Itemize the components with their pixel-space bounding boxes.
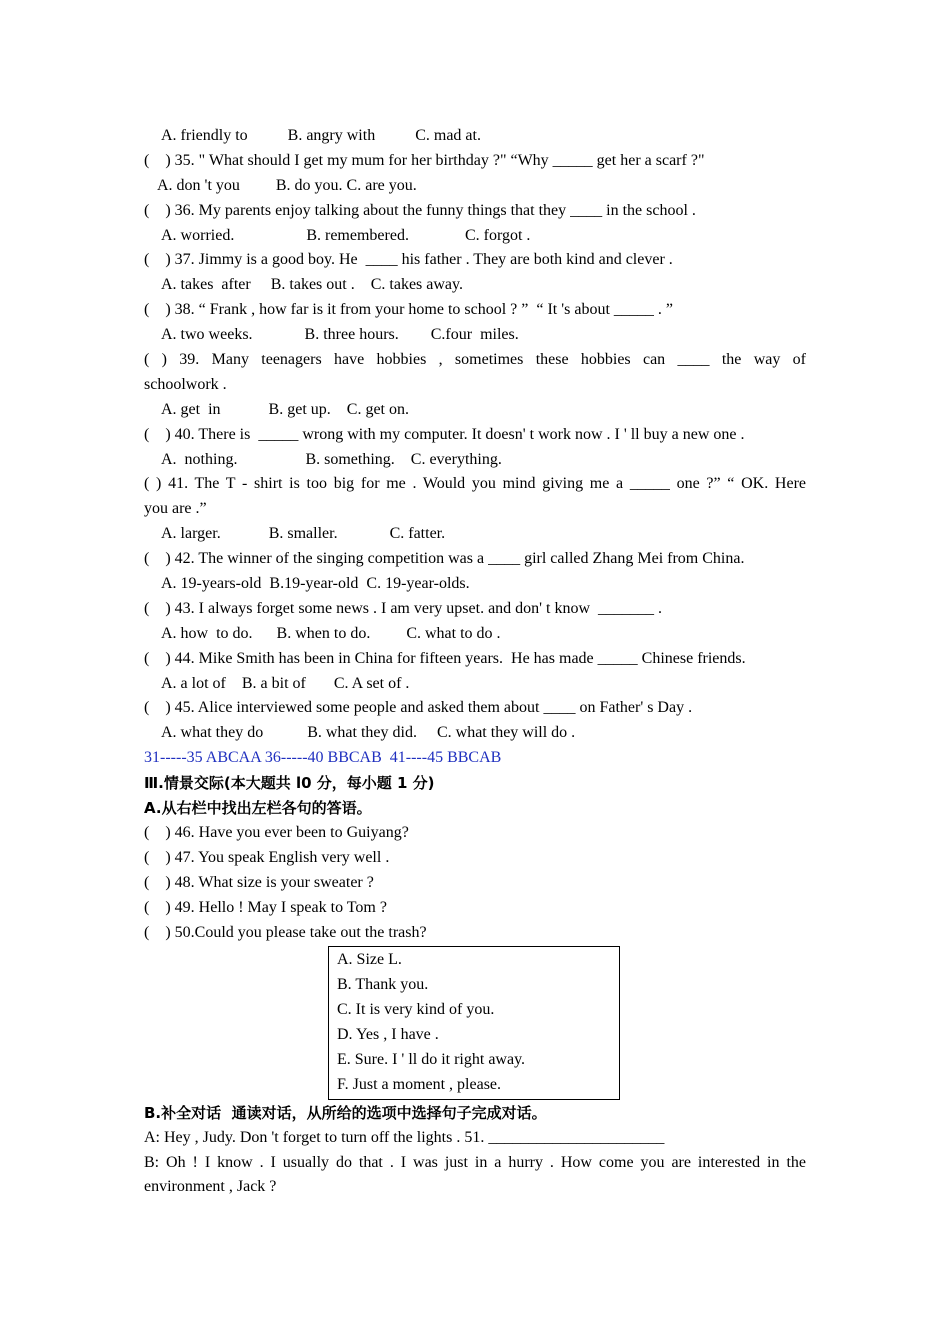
q36-options: A. worried. B. remembered. C. forgot . <box>161 226 531 244</box>
section-b-title: B.补全对话 通读对话，从所给的选项中选择句子完成对话。 <box>144 1103 547 1122</box>
q39-question-line1: ( ) 39. Many teenagers have hobbies , sometimes these hobbies can ____ the way of <box>144 351 806 369</box>
answer-option: E. Sure. I ' ll do it right away. <box>337 1050 526 1068</box>
answer-key: 31-----35 ABCAA 36-----40 BBCAB 41----45 BBCAB <box>144 749 502 767</box>
q43-question: ( ) 43. I always forget some news . I am very upset. and don' t know _______ . <box>144 599 663 617</box>
q38-question: ( ) 38. “ Frank , how far is it from your home to school ? ” “ It 's about _____ . ” <box>144 301 673 319</box>
answer-option: D. Yes , I have . <box>337 1026 439 1044</box>
matching-question: ( ) 48. What size is your sweater ? <box>144 873 374 891</box>
matching-question: ( ) 46. Have you ever been to Guiyang? <box>144 823 409 841</box>
q40-question: ( ) 40. There is _____ wrong with my computer. It doesn' t work now . I ' ll buy a new one . <box>144 425 745 443</box>
matching-question: ( ) 50.Could you please take out the trash? <box>144 923 427 941</box>
answer-option: B. Thank you. <box>337 976 429 994</box>
q34-options: A. friendly to B. angry with C. mad at. <box>161 127 481 144</box>
dialog-line-b: B: Oh ! I know . I usually do that . I was just in a hurry . How come you are interested in the environment , Jack ? <box>144 1153 806 1196</box>
q39-options: A. get in B. get up. C. get on. <box>161 400 409 418</box>
section-3-title: Ⅲ.情景交际(本大题共 l0 分，每小题 1 分) <box>144 774 435 793</box>
q43-options: A. how to do. B. when to do. C. what to do . <box>161 624 501 642</box>
dialog-line-a: A: Hey , Judy. Don 't forget to turn off the lights . 51. ______________________ <box>144 1128 665 1146</box>
q42-options: A. 19-years-old B.19-year-old C. 19-year-olds. <box>161 575 470 593</box>
answer-option: C. It is very kind of you. <box>337 1001 495 1019</box>
answer-option: F. Just a moment , please. <box>337 1075 502 1093</box>
answer-options-box <box>328 946 620 1099</box>
q45-options: A. what they do B. what they did. C. what they will do . <box>161 724 576 742</box>
q35-options: A. don 't you B. do you. C. are you. <box>157 176 417 194</box>
q41-question-line2: you are .” <box>144 500 207 518</box>
section-a-title: A.从右栏中找出左栏各句的答语。 <box>144 799 372 818</box>
q41-options: A. larger. B. smaller. C. fatter. <box>161 525 446 543</box>
matching-question: ( ) 49. Hello ! May I speak to Tom ? <box>144 898 387 916</box>
q36-question: ( ) 36. My parents enjoy talking about the funny things that they ____ in the school . <box>144 201 696 219</box>
answer-option: A. Size L. <box>337 951 402 969</box>
matching-question: ( ) 47. You speak English very well . <box>144 848 390 866</box>
q44-options: A. a lot of B. a bit of C. A set of . <box>161 674 410 692</box>
q38-options: A. two weeks. B. three hours. C.four miles. <box>161 326 519 344</box>
q37-question: ( ) 37. Jimmy is a good boy. He ____ his father . They are both kind and clever . <box>144 251 673 269</box>
q35-question: ( ) 35. " What should I get my mum for her birthday ?" “Why _____ get her a scarf ?" <box>144 151 705 169</box>
q40-options: A. nothing. B. something. C. everything. <box>161 450 502 468</box>
exam-page <box>144 124 806 1200</box>
q39-question-line2: schoolwork . <box>144 375 227 393</box>
q45-question: ( ) 45. Alice interviewed some people and asked them about ____ on Father' s Day . <box>144 699 693 717</box>
q42-question: ( ) 42. The winner of the singing competition was a ____ girl called Zhang Mei from China. <box>144 550 745 568</box>
q41-question-line1: ( ) 41. The T - shirt is too big for me . Would you mind giving me a _____ one ?” “ OK. Here <box>144 475 806 493</box>
q37-options: A. takes after B. takes out . C. takes away. <box>161 276 463 294</box>
q44-question: ( ) 44. Mike Smith has been in China for fifteen years. He has made _____ Chinese friends. <box>144 649 746 667</box>
